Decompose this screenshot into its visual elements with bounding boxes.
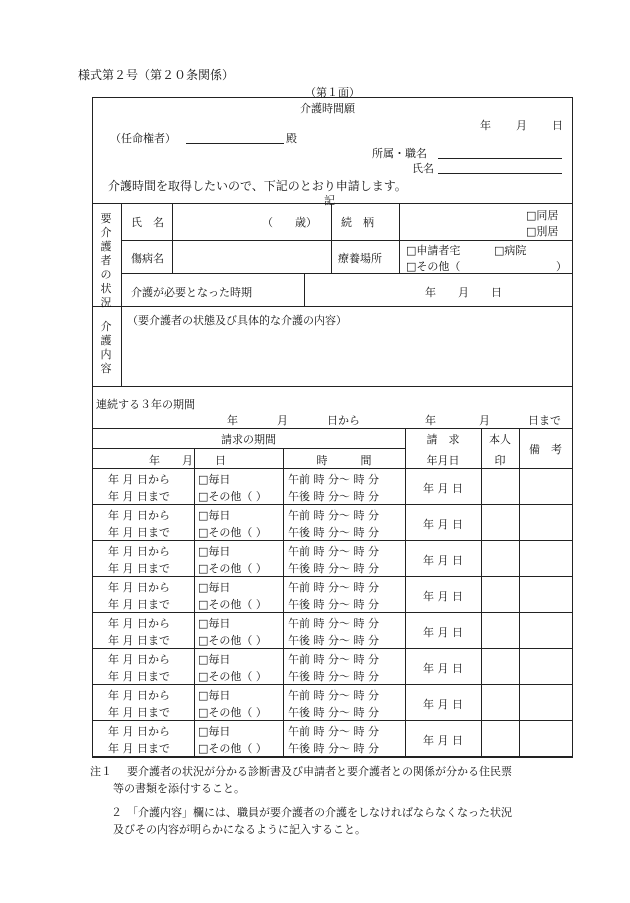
form-number: 様式第２号（第２０条関係） [78,68,235,82]
header-time: 時 間 [316,454,372,467]
place-other-close: ） [556,260,567,273]
row-other-checkbox[interactable]: □その他（ ） [198,634,267,647]
care-content-note[interactable]: （要介護者の状態及び具体的な介護の内容） [127,314,347,327]
age-field: （ 歳） [262,216,317,229]
row-daily-checkbox[interactable]: □毎日 [198,689,231,702]
vertical-char: 介 [100,320,112,333]
row-pm-time[interactable]: 午後 時 分～ 時 分 [288,706,379,719]
period-to-year: 年 [425,414,436,427]
row-daily-checkbox[interactable]: □毎日 [198,617,231,630]
header-request-date: 年月日 [426,454,460,467]
row-pm-time[interactable]: 午後 時 分～ 時 分 [288,670,379,683]
care-name-label: 氏 名 [131,216,164,229]
period-from-year: 年 [227,414,238,427]
row-request-date[interactable]: 年 月 日 [423,734,463,747]
period-label: 連続する３年の期間 [96,398,195,411]
row-pm-time[interactable]: 午後 時 分～ 時 分 [288,742,379,755]
row-request-date[interactable]: 年 月 日 [423,518,463,531]
row-am-time[interactable]: 午前 時 分～ 時 分 [288,581,379,594]
row-daily-checkbox[interactable]: □毎日 [198,509,231,522]
row-request-date[interactable]: 年 月 日 [423,482,463,495]
note-2-line2: 及びその内容が明らかになるように記入すること。 [113,823,366,836]
header-remarks: 備 考 [529,443,562,456]
row-from[interactable]: 年 月 日から [108,509,170,522]
affiliation-blank[interactable] [438,158,562,159]
row-am-time[interactable]: 午前 時 分～ 時 分 [288,509,379,522]
header-stamp-2: 印 [494,454,506,467]
row-from[interactable]: 年 月 日から [108,725,170,738]
header-stamp-1: 本人 [489,433,511,446]
row-divider [92,648,572,649]
period-from-day: 日から [327,414,360,427]
header-request: 請 求 [426,433,460,446]
care-status-vertical-label [99,212,113,310]
period-from-month: 月 [277,414,288,427]
relation-label: 続 柄 [341,216,374,229]
row-to[interactable]: 年 月 日まで [108,490,170,503]
disease-label: 傷病名 [131,252,164,265]
row-pm-time[interactable]: 午後 時 分～ 時 分 [288,598,379,611]
row-divider [92,756,572,757]
date-month: 月 [516,119,527,132]
row-am-time[interactable]: 午前 時 分～ 時 分 [288,473,379,486]
place-home-checkbox[interactable]: □申請者宅 [406,244,461,257]
applicant-name-label: 氏名 [412,162,434,175]
need-time-date: 年 月 日 [425,286,502,299]
row-other-checkbox[interactable]: □その他（ ） [198,742,267,755]
note-1-line1: 要介護者の状況が分かる診断書及び申請者と要介護者との関係が分かる住民票 [127,765,512,778]
form-title: 介護時間願 [300,102,355,115]
row-divider [92,612,572,613]
note-1-line2: 等の書類を添付すること。 [113,782,245,795]
vertical-char: 内 [100,348,112,361]
row-request-date[interactable]: 年 月 日 [423,554,463,567]
row-request-date[interactable]: 年 月 日 [423,698,463,711]
ki-label: 記 [324,194,335,207]
row-pm-time[interactable]: 午後 時 分～ 時 分 [288,562,379,575]
note-2-label: ２ [111,806,122,819]
care-content-vertical-label [99,320,113,376]
row-am-time[interactable]: 午前 時 分～ 時 分 [288,545,379,558]
affiliation-label: 所属・職名 [372,147,427,160]
row-request-date[interactable]: 年 月 日 [423,662,463,675]
row-to[interactable]: 年 月 日まで [108,562,170,575]
row-divider [92,576,572,577]
row-divider [92,540,572,541]
row-to[interactable]: 年 月 日まで [108,706,170,719]
date-year: 年 [480,119,491,132]
row-from[interactable]: 年 月 日から [108,581,170,594]
row-daily-checkbox[interactable]: □毎日 [198,473,231,486]
care-place-label: 療養場所 [338,252,382,265]
need-time-label: 介護が必要となった時期 [131,286,252,299]
row-from[interactable]: 年 月 日から [108,545,170,558]
row-divider [92,684,572,685]
vertical-char: 容 [100,362,112,375]
header-ymd: 年 月 日 [149,454,226,467]
applicant-name-blank[interactable] [438,173,562,174]
row-daily-checkbox[interactable]: □毎日 [198,545,231,558]
period-to-day: 日まで [528,414,561,427]
row-to[interactable]: 年 月 日まで [108,742,170,755]
row-from[interactable]: 年 月 日から [108,689,170,702]
row-am-time[interactable]: 午前 時 分～ 時 分 [288,653,379,666]
vertical-char: 介 [100,226,112,239]
separate-checkbox[interactable]: □別居 [526,225,559,238]
row-other-checkbox[interactable]: □その他（ ） [198,706,267,719]
place-other-checkbox[interactable]: □その他（ [406,260,461,273]
row-divider [92,720,572,721]
row-other-checkbox[interactable]: □その他（ ） [198,562,267,575]
row-to[interactable]: 年 月 日まで [108,526,170,539]
row-am-time[interactable]: 午前 時 分～ 時 分 [288,725,379,738]
place-hospital-checkbox[interactable]: □病院 [494,244,527,257]
note-1-label: 注１ [90,765,112,778]
note-2-line1: 「介護内容」欄には、職員が要介護者の介護をしなければならなくなった状況 [127,806,512,819]
row-daily-checkbox[interactable]: □毎日 [198,581,231,594]
vertical-char: 護 [100,334,112,347]
row-to[interactable]: 年 月 日まで [108,670,170,683]
vertical-char: 護 [100,240,112,253]
row-am-time[interactable]: 午前 時 分～ 時 分 [288,689,379,702]
row-pm-time[interactable]: 午後 時 分～ 時 分 [288,634,379,647]
addressee-honorific: 殿 [286,132,297,145]
row-request-date[interactable]: 年 月 日 [423,626,463,639]
row-to[interactable]: 年 月 日まで [108,598,170,611]
row-to[interactable]: 年 月 日まで [108,634,170,647]
row-from[interactable]: 年 月 日から [108,473,170,486]
row-daily-checkbox[interactable]: □毎日 [198,653,231,666]
row-other-checkbox[interactable]: □その他（ ） [198,490,267,503]
cohabit-checkbox[interactable]: □同居 [526,209,559,222]
row-request-date[interactable]: 年 月 日 [423,590,463,603]
vertical-char: 状 [100,282,112,295]
row-divider [92,504,572,505]
vertical-char: 況 [100,296,112,309]
vertical-char: 要 [100,212,112,225]
addressee-label: （任命権者） [110,132,176,145]
row-other-checkbox[interactable]: □その他（ ） [198,670,267,683]
row-pm-time[interactable]: 午後 時 分～ 時 分 [288,526,379,539]
date-day: 日 [552,119,563,132]
row-other-checkbox[interactable]: □その他（ ） [198,526,267,539]
row-pm-time[interactable]: 午後 時 分～ 時 分 [288,490,379,503]
vertical-char: の [100,268,112,281]
header-request-period: 請求の期間 [221,433,276,446]
request-text: 介護時間を取得したいので、下記のとおり申請します。 [108,179,407,193]
row-from[interactable]: 年 月 日から [108,653,170,666]
page-label: （第１面） [305,86,360,99]
vertical-char: 者 [100,254,112,267]
row-am-time[interactable]: 午前 時 分～ 時 分 [288,617,379,630]
row-daily-checkbox[interactable]: □毎日 [198,725,231,738]
period-to-month: 月 [479,414,490,427]
row-other-checkbox[interactable]: □その他（ ） [198,598,267,611]
addressee-blank[interactable] [186,143,284,144]
row-from[interactable]: 年 月 日から [108,617,170,630]
